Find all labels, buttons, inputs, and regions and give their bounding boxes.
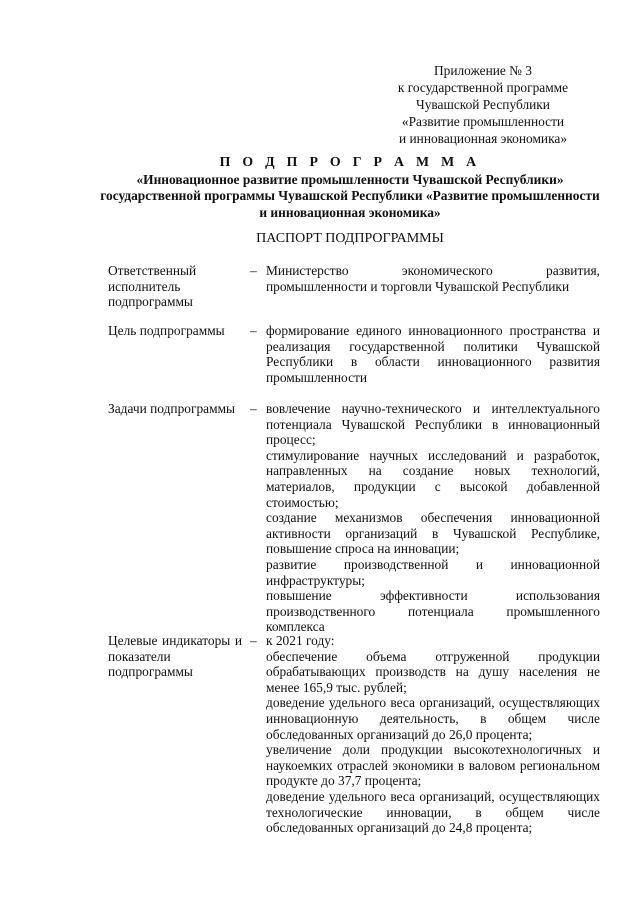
passport-title: ПАСПОРТ ПОДПРОГРАММЫ bbox=[256, 231, 444, 246]
row-item: к 2021 году: bbox=[266, 633, 335, 648]
row-content bbox=[266, 263, 600, 294]
row-dash: – bbox=[250, 323, 257, 338]
row-item: создание механизмов обеспечения инновационной активности организаций в Чувашской Республике, повышение спроса на инновации; bbox=[266, 510, 600, 557]
subprogram-name: «Инновационное развитие промышленности Чувашской Республики» государственной программы Чувашской Республики «Развитие промышленности и инновационная экономика» bbox=[100, 171, 600, 220]
row-dash: – bbox=[250, 633, 257, 648]
row-item: Министерство экономического развития, промышленности и торговли Чувашской Республики bbox=[266, 263, 600, 294]
row-label: Целевые индикаторы и показатели подпрограммы bbox=[108, 633, 242, 680]
row-item: развитие производственной и инновационной инфраструктуры; bbox=[266, 556, 600, 588]
row-item: обеспечение объема отгруженной продукции обрабатывающих производств на душу населения не менее 165,9 тыс. рублей; bbox=[266, 648, 600, 695]
row-item: формирование единого инновационного пространства и реализация государственной политики Чувашской Республики в области инновационного развития промышленности bbox=[266, 323, 600, 385]
row-content bbox=[266, 401, 600, 635]
row-item: повышение эффективности использования производственного потенциала промышленного комплекса bbox=[266, 588, 600, 635]
appendix-line: к государственной программе bbox=[397, 80, 569, 95]
row-content bbox=[266, 633, 600, 836]
row-content bbox=[266, 323, 600, 385]
subprogram-heading: П О Д П Р О Г Р А М М А bbox=[219, 154, 481, 169]
row-label: Ответственный исполнитель подпрограммы bbox=[108, 263, 197, 310]
appendix-line: Приложение № 3 bbox=[433, 63, 533, 78]
row-label: Задачи подпрограммы bbox=[108, 401, 236, 416]
appendix-note bbox=[380, 62, 586, 147]
appendix-line: «Развитие промышленности bbox=[401, 114, 565, 129]
row-item: стимулирование научных исследований и разработок, направленных на создание новых технологий, материалов, продукции с высокой добавленной стоимостью; bbox=[266, 447, 600, 510]
row-item: доведение удельного веса организаций, осуществляющих технологические инновации, в общем числе обследованных организаций до 24,8 процента; bbox=[266, 788, 600, 836]
row-dash: – bbox=[250, 401, 257, 416]
row-item: вовлечение научно-технического и интеллектуального потенциала Чувашской Республики в инновационный процесс; bbox=[266, 401, 600, 448]
row-dash: – bbox=[250, 263, 257, 278]
appendix-line: и инновационная экономика» bbox=[398, 131, 568, 146]
row-item: увеличение доли продукции высокотехнологичных и наукоемких отраслей экономики в валовом региональном продукте до 37,7 процента; bbox=[266, 742, 600, 789]
row-label: Цель подпрограммы bbox=[108, 323, 225, 338]
document-heading bbox=[100, 154, 600, 221]
appendix-line: Чувашской Республики bbox=[416, 97, 550, 112]
row-item: доведение удельного веса организаций, осуществляющих инновационную деятельность, в общем числе обследованных организаций до 26,0 процента; bbox=[266, 695, 600, 742]
